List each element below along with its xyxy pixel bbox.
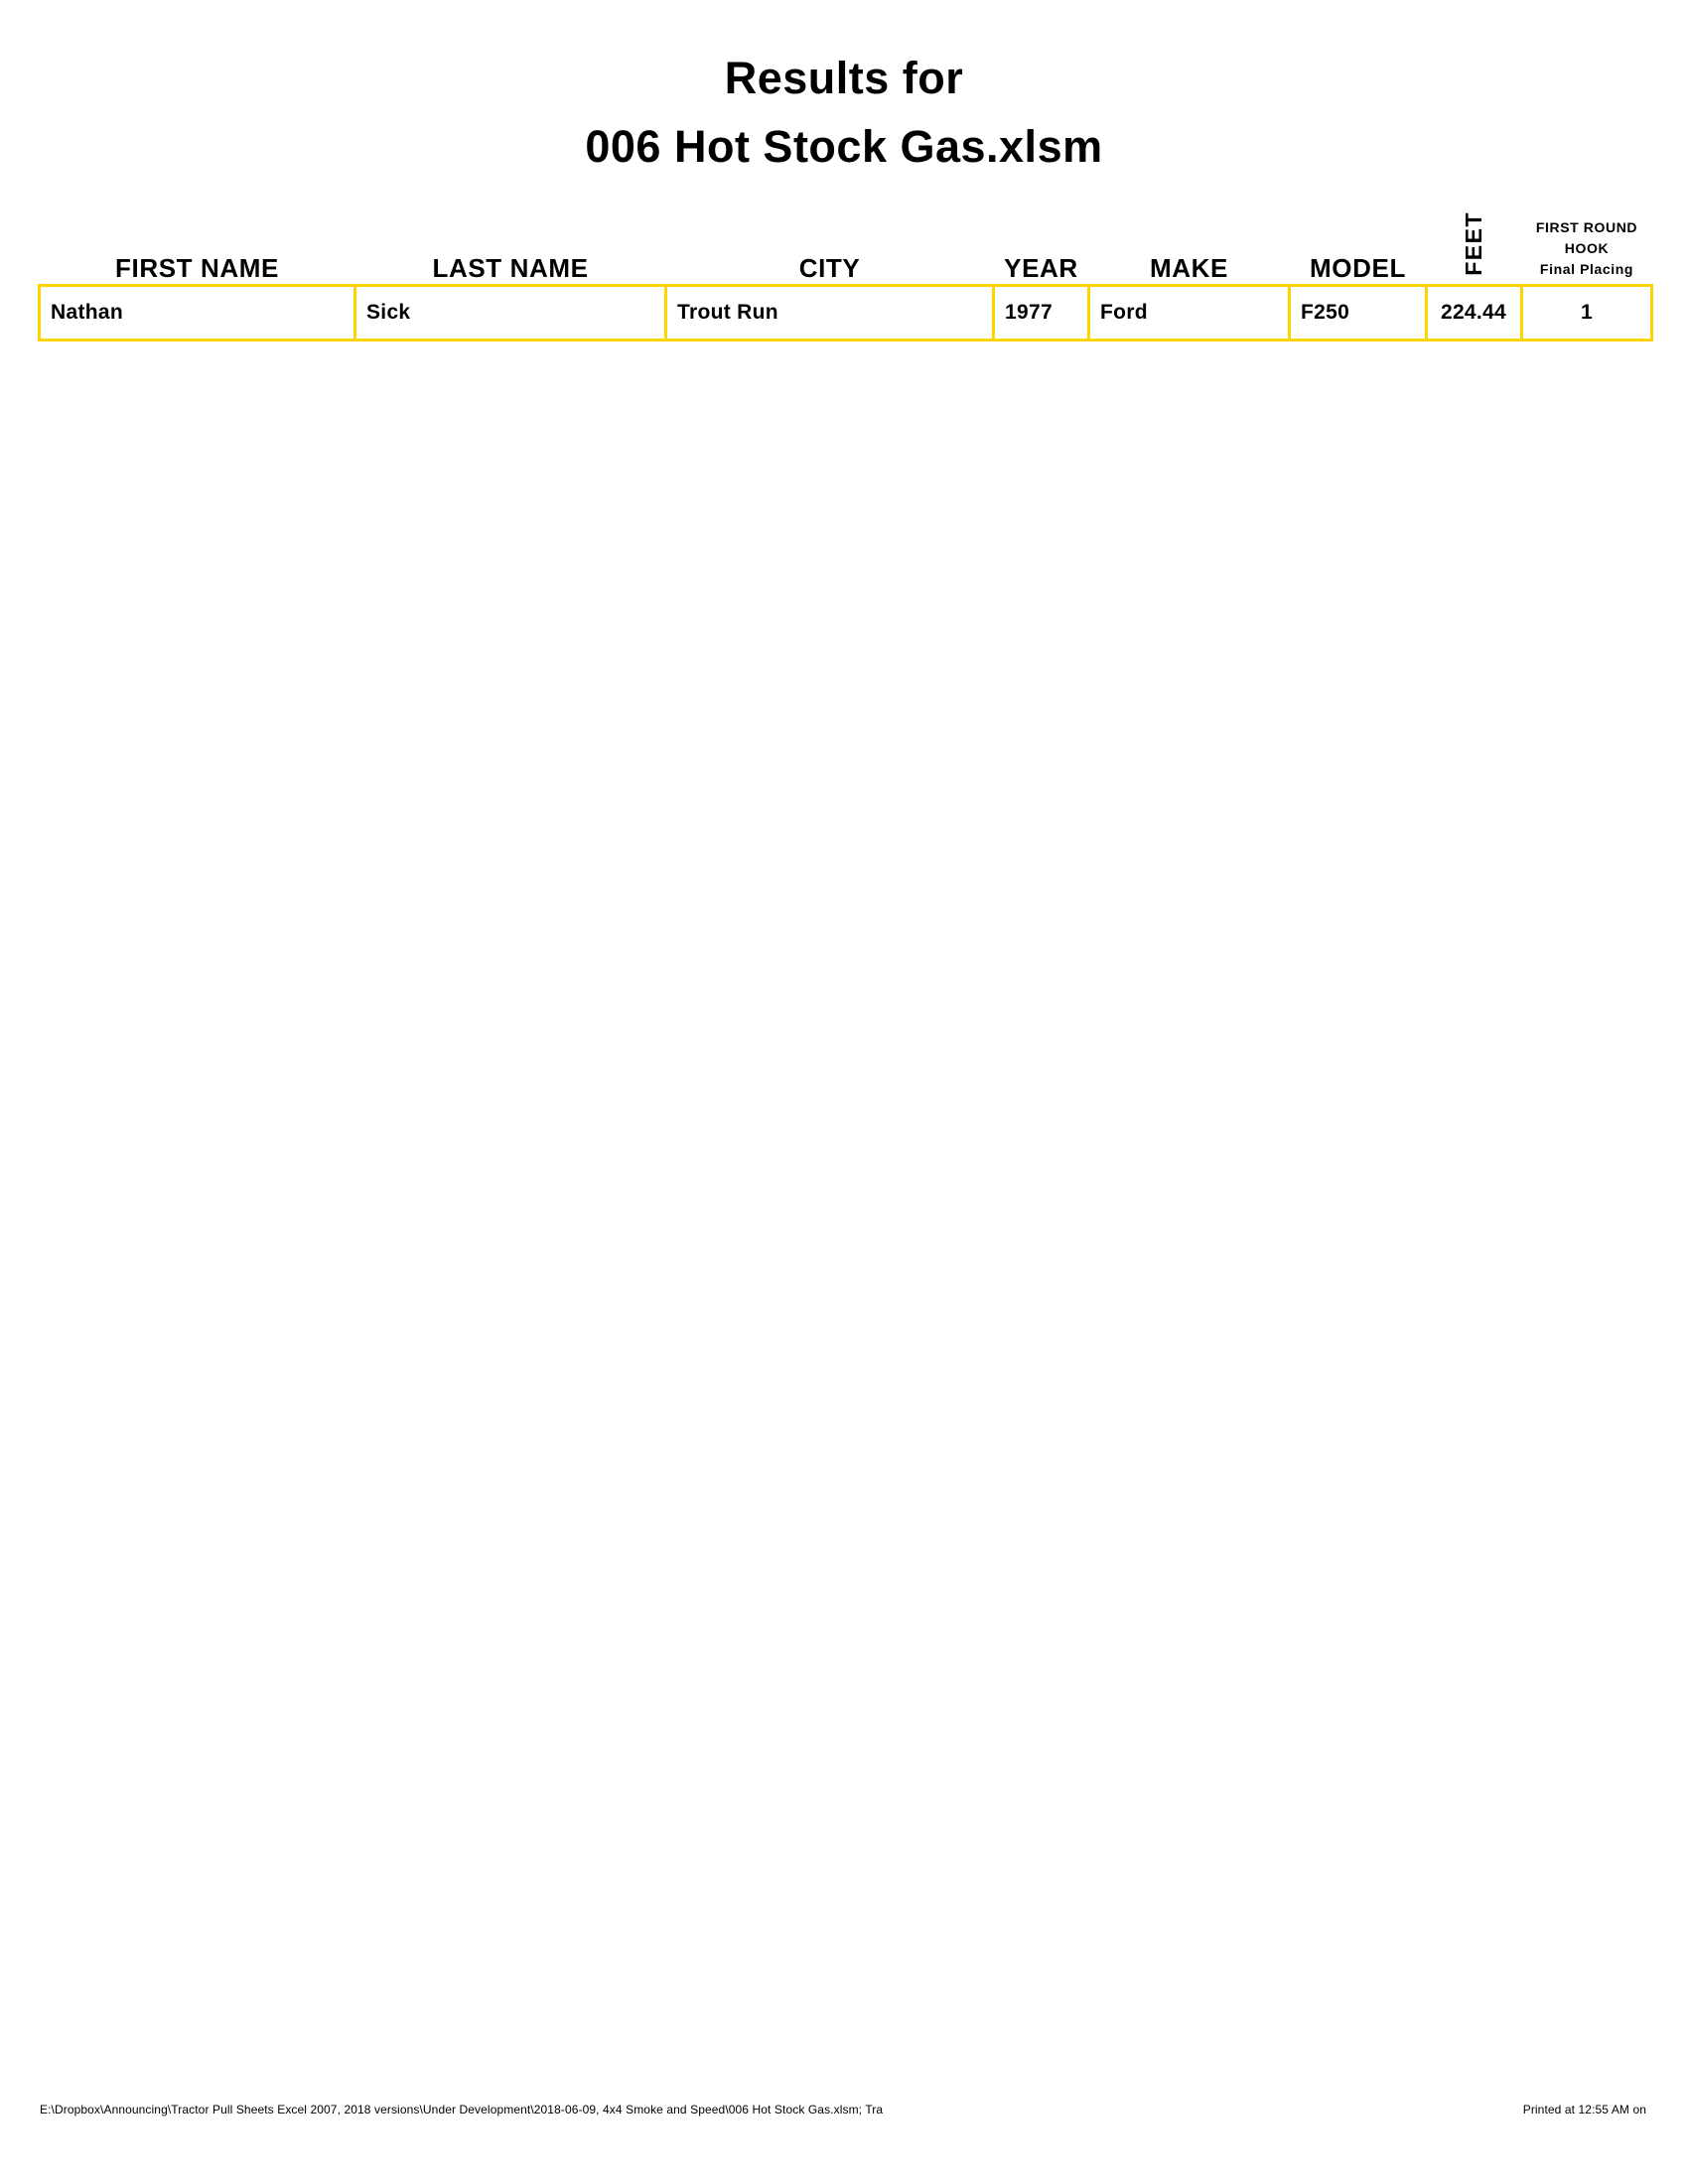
footer-file-path: E:\Dropbox\Announcing\Tractor Pull Sheets Excel 2007, 2018 versions\Under Development\2018-06-09, 4x4 Smoke and Speed\006 Hot Stock Gas.xlsm; Tra xyxy=(40,2103,884,2116)
column-header-city: CITY xyxy=(798,253,861,283)
column-header-last-name: LAST NAME xyxy=(432,253,589,283)
column-header-final-placing xyxy=(1522,206,1652,286)
column-header-make: MAKE xyxy=(1150,253,1228,283)
column-header-year: YEAR xyxy=(1004,253,1078,283)
results-table-header xyxy=(40,206,1652,286)
cell-city: Trout Run xyxy=(666,286,994,341)
cell-last-name: Sick xyxy=(355,286,666,341)
column-header-feet xyxy=(1427,206,1522,286)
column-header-model: MODEL xyxy=(1310,253,1406,283)
cell-feet: 224.44 xyxy=(1427,286,1522,341)
results-table-body xyxy=(40,286,1652,341)
cell-model: F250 xyxy=(1290,286,1427,341)
document-title-block xyxy=(0,52,1688,175)
results-table-container xyxy=(38,206,1650,341)
column-header-feet-label: FEET xyxy=(1461,211,1486,276)
final-placing-line-2: HOOK xyxy=(1564,240,1610,256)
page-title-line-2: 006 Hot Stock Gas.xlsm xyxy=(585,120,1103,172)
cell-first-name: Nathan xyxy=(40,286,355,341)
cell-final-placing: 1 xyxy=(1522,286,1652,341)
table-row xyxy=(40,286,1652,341)
cell-year: 1977 xyxy=(994,286,1089,341)
page-title-line-1: Results for xyxy=(724,53,964,103)
results-table xyxy=(38,206,1653,341)
final-placing-line-1: FIRST ROUND xyxy=(1535,219,1638,235)
header-row xyxy=(40,206,1652,286)
footer-printed-timestamp: Printed at 12:55 AM on xyxy=(1522,2103,1646,2116)
final-placing-line-3: Final Placing xyxy=(1539,261,1634,277)
column-header-first-name: FIRST NAME xyxy=(115,253,279,283)
cell-make: Ford xyxy=(1089,286,1290,341)
